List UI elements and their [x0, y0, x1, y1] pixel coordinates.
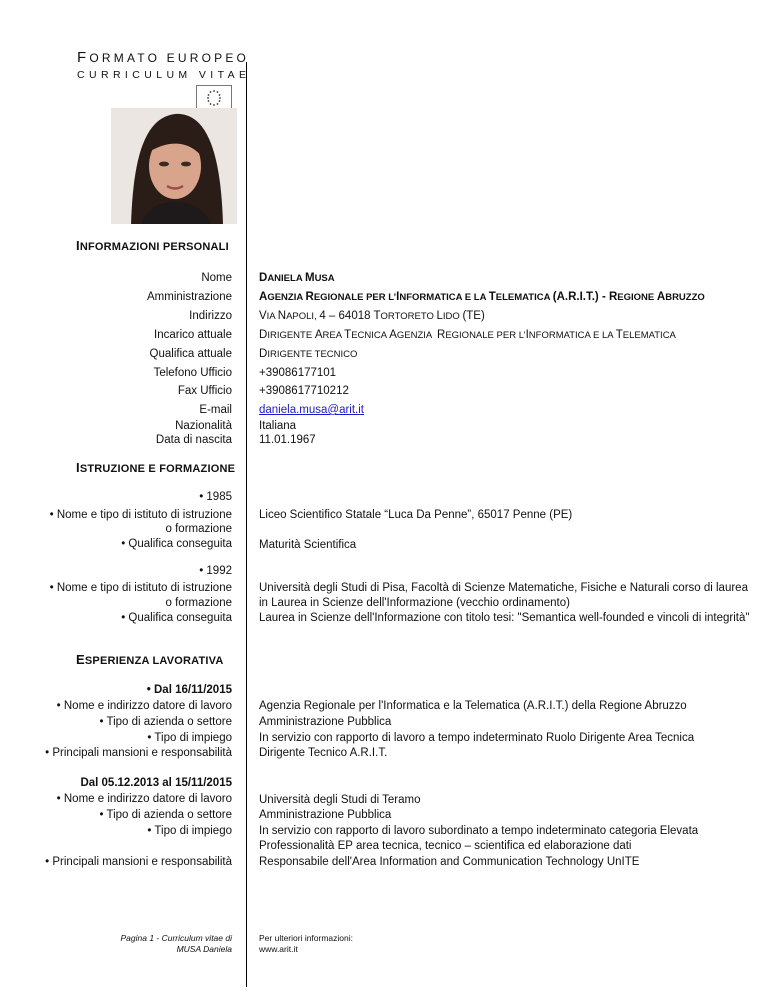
work-tipo-azienda: Amministrazione Pubblica [259, 809, 392, 821]
label-nascita: Data di nascita [155, 434, 232, 446]
work-mansioni: Responsabile dell'Area Information and Communication Technology UnITE [259, 856, 640, 868]
label-email: E-mail [199, 404, 232, 416]
work-tipo-impiego: In servizio con rapporto di lavoro a tempo indeterminato Ruolo Dirigente Area Tecnica [259, 732, 695, 744]
work-label-datore: • Nome e indirizzo datore di lavoro [56, 793, 232, 805]
label-amministrazione: Amministrazione [147, 291, 232, 303]
work-datore: Università degli Studi di Teramo [259, 794, 421, 806]
footer-contact-info [259, 933, 353, 954]
edu-label-istituto: • Nome e tipo di istituto di istruzione [49, 582, 232, 594]
edu-date: • 1992 [199, 565, 232, 577]
column-divider [246, 62, 247, 987]
label-nome: Nome [201, 272, 232, 284]
value-indirizzo: VIA NAPOLI, 4 – 64018 TORTORETO LIDO (TE) [259, 310, 485, 322]
footer-page-info [121, 933, 233, 954]
cv-subtitle: CURRICULUM VITAE [77, 69, 251, 81]
edu-istituto: Liceo Scientifico Statale “Luca Da Penne”, 65017 Penne (PE) [259, 509, 573, 521]
edu-istituto: Università degli Studi di Pisa, Facoltà di Scienze Matematiche, Fisiche e Naturali corso di laurea [259, 582, 748, 594]
edu-date: • 1985 [199, 491, 232, 503]
value-nascita: 11.01.1967 [259, 434, 316, 446]
label-telefono: Telefono Ufficio [153, 367, 232, 379]
value-amministrazione: AGENZIA REGIONALE PER L’INFORMATICA E LA TELEMATICA (A.R.I.T.) - REGIONE ABRUZZO [259, 291, 705, 303]
value-telefono: +39086177101 [259, 367, 337, 379]
label-qualifica: Qualifica attuale [149, 348, 232, 360]
work-datore: Agenzia Regionale per l'Informatica e la Telematica (A.R.I.T.) della Regione Abruzzo [259, 700, 687, 712]
work-mansioni: Dirigente Tecnico A.R.I.T. [259, 747, 388, 759]
work-label-tipo-impiego: • Tipo di impiego [147, 825, 232, 837]
work-label-tipo-azienda: • Tipo di azienda o settore [99, 809, 232, 821]
work-label-datore: • Nome e indirizzo datore di lavoro [56, 700, 232, 712]
work-date: • Dal 16/11/2015 [146, 684, 232, 696]
work-tipo-impiego-cont: Professionalità EP area tecnica, tecnico – scientifica ed elaborazione dati [259, 840, 632, 852]
work-label-tipo-impiego: • Tipo di impiego [147, 732, 232, 744]
label-incarico: Incarico attuale [154, 329, 232, 341]
value-nome: DANIELA MUSA [259, 272, 335, 284]
cv-title: FORMATO EUROPEO [77, 49, 250, 66]
label-indirizzo: Indirizzo [189, 310, 232, 322]
edu-label-qualifica: • Qualifica conseguita [121, 538, 232, 550]
edu-qualifica: Maturità Scientifica [259, 539, 357, 551]
value-fax: +3908617710212 [259, 385, 349, 397]
edu-label-istituto-cont: o formazione [165, 597, 232, 609]
edu-label-istituto-cont: o formazione [165, 523, 232, 535]
email-link[interactable]: daniela.musa@arit.it [259, 404, 364, 416]
footer-name: MUSA Daniela [176, 943, 232, 954]
label-nazionalita: Nazionalità [175, 420, 232, 432]
edu-label-istituto: • Nome e tipo di istituto di istruzione [49, 509, 232, 521]
work-label-mansioni: • Principali mansioni e responsabilità [45, 747, 232, 759]
footer-website: www.arit.it [259, 943, 298, 954]
footer-page-label: Pagina 1 - Curriculum vitae di [120, 933, 232, 943]
value-nazionalita: Italiana [259, 420, 297, 432]
profile-photo [111, 108, 237, 224]
value-qualifica: DIRIGENTE TECNICO [259, 348, 358, 360]
section-personal-info: INFORMAZIONI PERSONALI [76, 238, 229, 253]
work-tipo-azienda: Amministrazione Pubblica [259, 716, 392, 728]
work-label-mansioni: • Principali mansioni e responsabilità [45, 856, 232, 868]
value-incarico: DIRIGENTE AREA TECNICA AGENZIA REGIONALE PER L’INFORMATICA E LA TELEMATICA [259, 329, 676, 341]
label-fax: Fax Ufficio [177, 385, 232, 397]
work-label-tipo-azienda: • Tipo di azienda o settore [99, 716, 232, 728]
edu-label-qualifica: • Qualifica conseguita [121, 612, 232, 624]
work-date: Dal 05.12.2013 al 15/11/2015 [80, 777, 232, 789]
work-tipo-impiego: In servizio con rapporto di lavoro subordinato a tempo indeterminato categoria Elevata [259, 825, 699, 837]
section-work-experience: ESPERIENZA LAVORATIVA [76, 652, 224, 667]
footer-contact-label: Per ulteriori informazioni: [259, 933, 354, 943]
edu-istituto-cont: in Laurea in Scienze dell'Informazione (vecchio ordinamento) [259, 597, 570, 609]
section-education: ISTRUZIONE E FORMAZIONE [76, 460, 236, 475]
edu-qualifica: Laurea in Scienze dell'Informazione con titolo tesi: "Semantica well-founded e vincoli di integrità" [259, 612, 750, 624]
